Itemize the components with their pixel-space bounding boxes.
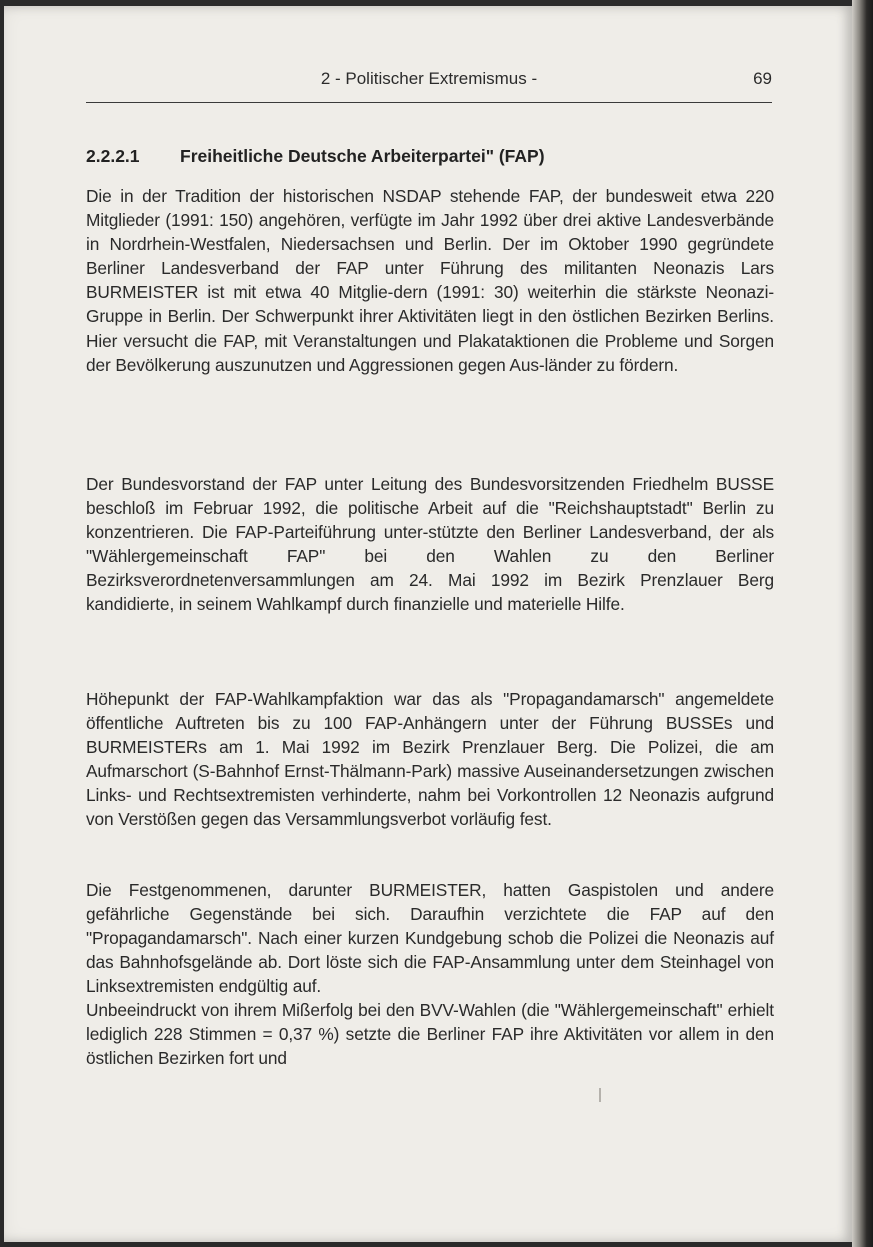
paragraph-5: Unbeeindruckt von ihrem Mißerfolg bei den BVV-Wahlen (die "Wählergemeinschaft" erhielt lediglich 228 Stimmen = 0,37 %) setzte die Berliner FAP ihre Aktivitäten vor allem in den östlichen Bezirken fort und xyxy=(86,1000,774,1069)
section-number: 2.2.2.1 xyxy=(86,146,140,166)
header-rule xyxy=(86,102,772,103)
document-page xyxy=(4,6,852,1242)
page-number: 69 xyxy=(753,69,772,88)
binding-gutter xyxy=(852,0,873,1247)
section-title: Freiheitliche Deutsche Arbeiterpartei" (FAP) xyxy=(180,146,545,166)
paragraph-1: Die in der Tradition der historischen NSDAP stehende FAP, der bundesweit etwa 220 Mitglieder (1991: 150) angehören, verfügte im Jahr 1992 über drei aktive Landesverbände in Nordrhein-Westfalen, Niedersachsen und Berlin. Der im Oktober 1990 gegründete Berliner Landesverband der FAP unter Führung des militanten Neonazis Lars BURMEISTER ist mit etwa 40 Mitglie-dern (1991: 30) weiterhin die stärkste Neonazi-Gruppe in Berlin. Der Schwerpunkt ihrer Aktivitäten liegt in den östlichen Bezirken Berlins. Hier versucht die FAP, mit Veranstaltungen und Plakataktionen die Probleme und Sorgen der Bevölkerung auszunutzen und Aggressionen gegen Aus-länder zu fördern. xyxy=(86,186,774,375)
paragraph-3: Höhepunkt der FAP-Wahlkampfaktion war das als "Propagandamarsch" angemeldete öffentliche Auftreten bis zu 100 FAP-Anhängern unter der Führung BUSSEs und BURMEISTERs am 1. Mai 1992 im Bezirk Prenzlauer Berg. Die Polizei, die am Aufmarschort (S-Bahnhof Ernst-Thälmann-Park) massive Auseinandersetzungen zwischen Links- und Rechtsextremisten verhinderte, nahm bei Vorkontrollen 12 Neonazis aufgrund von Verstößen gegen das Versammlungsverbot vorläufig fest. xyxy=(86,689,774,830)
running-header xyxy=(86,64,772,94)
paragraph-4: Die Festgenommenen, darunter BURMEISTER, hatten Gaspistolen und andere gefährliche Gegenstände bei sich. Daraufhin verzichtete die FAP auf den "Propagandamarsch". Nach einer kurzen Kundgebung schob die Polizei die Neonazis auf das Bahnhofsgelände ab. Dort löste sich die FAP-Ansammlung unter dem Steinhagel von Linksextremisten endgültig auf. xyxy=(86,880,774,997)
section-heading xyxy=(86,146,776,167)
running-title: 2 - Politischer Extremismus - xyxy=(320,69,538,88)
scan-speck xyxy=(599,1088,601,1102)
paragraph-2: Der Bundesvorstand der FAP unter Leitung des Bundesvorsitzenden Friedhelm BUSSE beschloß im Februar 1992, die politische Arbeit auf die "Reichshauptstadt" Berlin zu konzentrieren. Die FAP-Parteiführung unter-stützte den Berliner Landesverband, der als "Wählergemeinschaft FAP" bei den Wahlen zu den Berliner Bezirksverordnetenversammlungen am 24. Mai 1992 im Bezirk Prenzlauer Berg kandidierte, in seinem Wahlkampf durch finanzielle und materielle Hilfe. xyxy=(86,474,774,615)
